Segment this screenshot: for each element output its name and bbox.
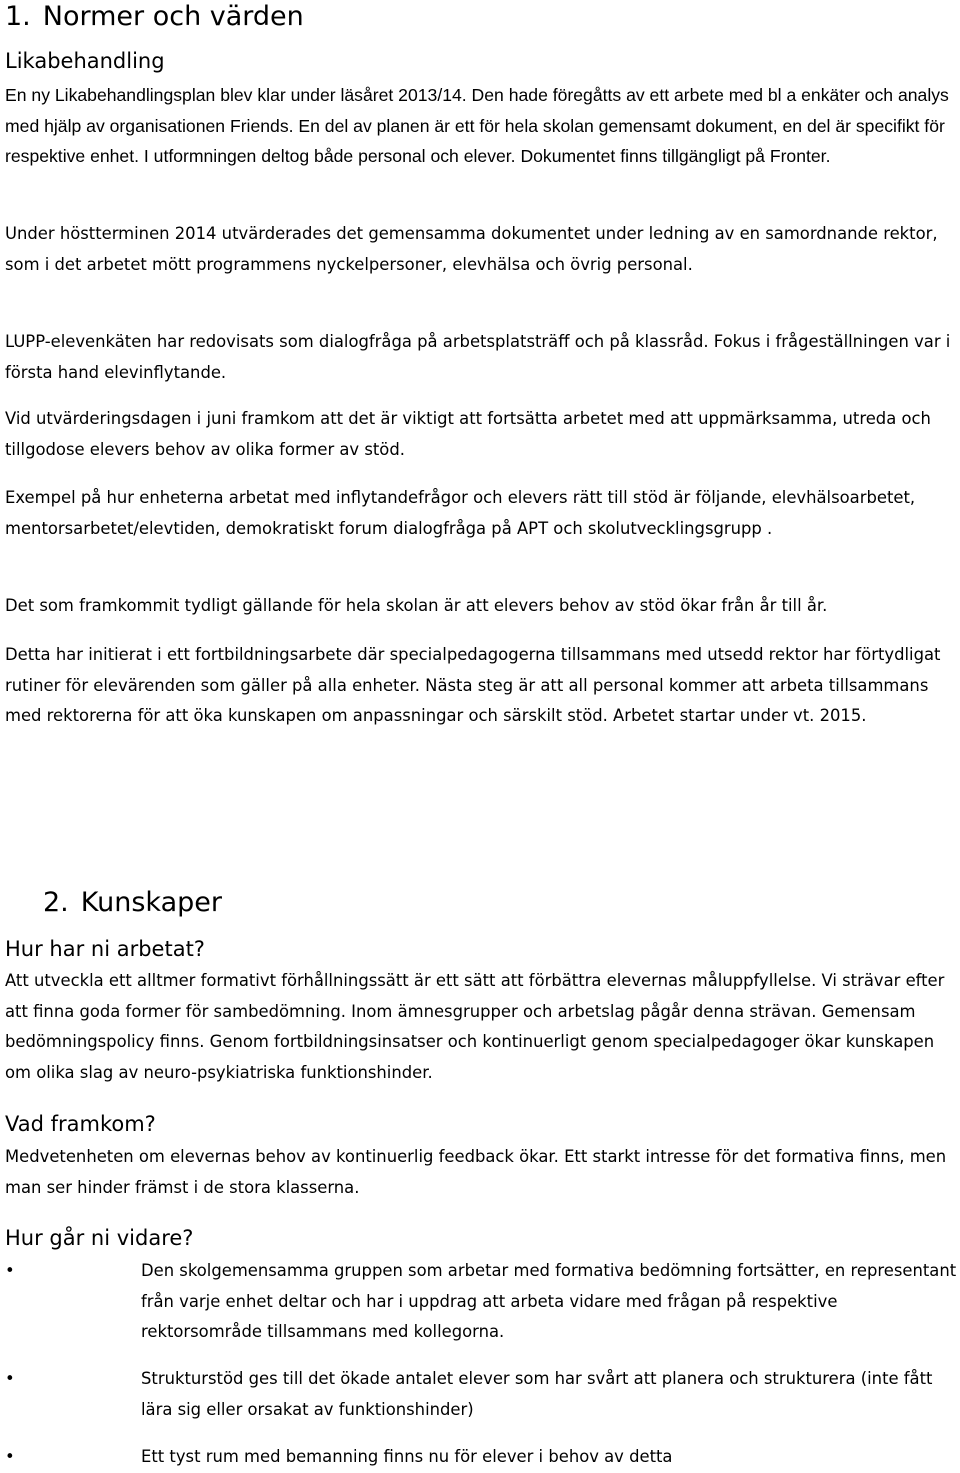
section-1-number: 1. (5, 1, 31, 32)
paragraph-framkommit: Det som framkommit tydligt gällande för hela skolan är att elevers behov av stöd ökar från år till år. (5, 596, 828, 615)
section-2-heading (43, 886, 222, 920)
paragraph-fortbildning: Detta har initierat i ett fortbildningsarbete där specialpedagogerna tillsammans med utsedd rektor har förtydligat rutiner för elevärenden som gäller på alla enheter. Nästa steg är att all personal kommer att arbeta tillsammans med rektorerna för att öka kunskapen om anpassningar och särskilt stöd. Arbetet startar under vt. 2015. (5, 645, 941, 726)
paragraph-lupp: LUPP-elevenkäten har redovisats som dialogfråga på arbetsplatsträff och på klassråd. Fokus i frågeställningen var i första hand elevinflytande. (5, 332, 951, 382)
bullet-item-strukturstod: Strukturstöd ges till det ökade antalet elever som har svårt att planera och strukturera (inte fått lära sig eller orsakat av funktionshinder) (141, 1369, 933, 1419)
section-1-heading (5, 0, 304, 34)
paragraph-exempel: Exempel på hur enheterna arbetat med inflytandefrågor och elevers rätt till stöd är följande, elevhälsoarbetet, mentorsarbetet/elevtiden, demokratiskt forum dialogfråga på APT och skolutvecklingsgrupp . (5, 488, 916, 538)
bullet-item-formativa: Den skolgemensamma gruppen som arbetar med formativa bedömning fortsätter, en representant från varje enhet deltar och har i uppdrag att arbeta vidare med frågan på respektive rektorsområde tillsammans med kollegorna. (141, 1261, 957, 1342)
paragraph-hostterminen: Under höstterminen 2014 utvärderades det gemensamma dokumentet under ledning av en samordnande rektor, som i det arbetet mött programmens nyckelpersoner, elevhälsa och övrig personal. (5, 224, 938, 274)
likabehandling-heading: Likabehandling (5, 49, 165, 73)
likabehandling-intro: En ny Likabehandlingsplan blev klar under läsåret 2013/14. Den hade föregåtts av ett arbete med bl a enkäter och analys med hjälp av organisationen Friends. En del av planen är ett för hela skolan gemensamt dokument, en del är specifikt för respektive enhet. I utformningen deltog både personal och elever. Dokumentet finns tillgängligt på Fronter. (5, 85, 949, 167)
section-2-number: 2. (43, 887, 69, 918)
paragraph-utvarderingsdagen: Vid utvärderingsdagen i juni framkom att det är viktigt att fortsätta arbetet med att uppmärksamma, utreda och tillgodose elevers behov av olika former av stöd. (5, 409, 931, 459)
what-came-text: Medvetenheten om elevernas behov av kontinuerlig feedback ökar. Ett starkt intresse för det formativa finns, men man ser hinder främst i de stora klasserna. (5, 1147, 947, 1197)
bullet-item-tyst-rum: Ett tyst rum med bemanning finns nu för elever i behov av detta (141, 1447, 673, 1466)
how-worked-text: Att utveckla ett alltmer formativt förhållningssätt är ett sätt att förbättra elevernas måluppfyllelse. Vi strävar efter att finna goda former för sambedömning. Inom ämnesgrupper och arbetslag pågår denna strävan. Gemensam bedömningspolicy finns. Genom fortbildningsinsatser och kontinuerligt genom specialpedagoger ökar kunskapen om olika slag av neuro-psykiatriska funktionshinder. (5, 971, 945, 1082)
next-steps-heading: Hur går ni vidare? (5, 1226, 194, 1250)
bullet-marker: • (5, 1447, 15, 1466)
bullet-marker: • (5, 1369, 15, 1388)
bullet-marker: • (5, 1261, 15, 1280)
what-came-heading: Vad framkom? (5, 1112, 156, 1136)
how-worked-heading: Hur har ni arbetat? (5, 937, 205, 961)
section-2-title: Kunskaper (80, 887, 222, 918)
section-1-title: Normer och värden (42, 1, 304, 32)
